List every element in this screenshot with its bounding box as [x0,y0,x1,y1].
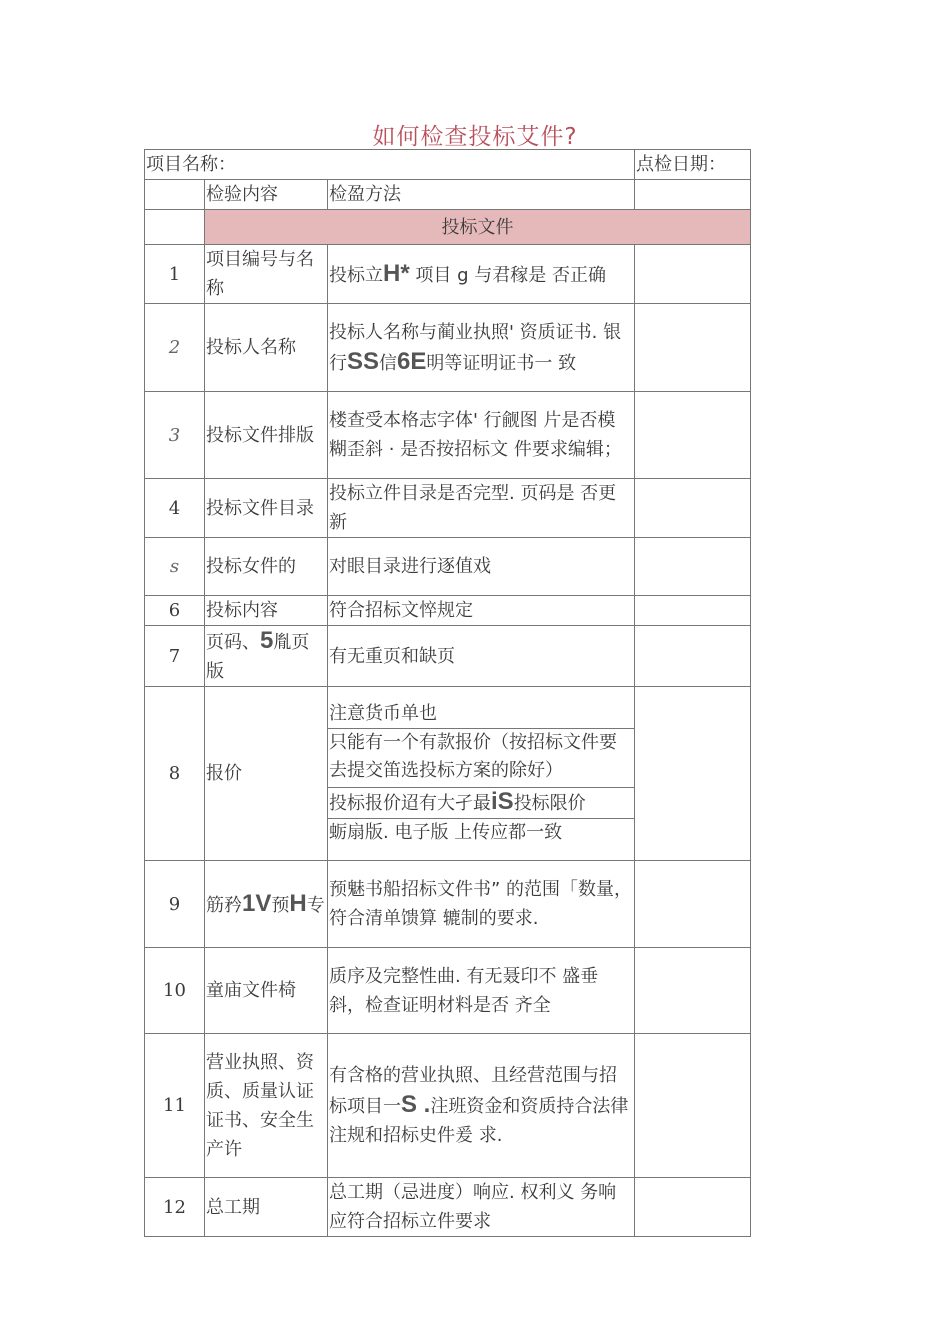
row-number: 1 [145,245,205,304]
text-run: 预魅书船招标文件书” 的范围「数量，符合清单馈算 辘制的要求. [329,879,633,929]
row-number: 11 [145,1034,205,1178]
row-number: 6 [145,596,205,626]
check-date-cell [635,948,751,1034]
table-row [145,245,751,304]
inspection-method [328,479,635,538]
inspection-item: 投标女件的 [205,538,328,596]
text-run: 专 [306,894,325,916]
project-name-label: 项目名称： [145,150,635,180]
blank-cell [145,180,205,210]
inspection-item: 投标文件目录 [205,479,328,538]
text-run: 符合招标文悴规定 [329,600,473,621]
inspection-method [328,1178,635,1237]
inspection-item: 童庙文件椅 [205,948,328,1034]
row-number: 3 [145,392,205,479]
inspection-method [328,626,635,687]
table-row [145,392,751,479]
row-number: 10 [145,948,205,1034]
check-date-cell [635,1034,751,1178]
check-date-cell [635,392,751,479]
method-line [328,818,634,847]
text-run: 投标限价 [513,793,586,814]
row-number: 8 [145,687,205,861]
check-date-cell [635,596,751,626]
table-row [145,538,751,596]
stylized-text: H* [383,259,410,287]
inspection-method [328,596,635,626]
text-run: 投标立 [329,264,383,286]
text-run: 楼查受本格志字体' 行觎图 片是否模糊歪斜 · 是否按招标文 件要求编辑； [329,410,622,460]
inspection-item: 项目编号与名称 [205,245,328,304]
text-run: 筋矜 [206,894,242,916]
check-date-cell [635,1178,751,1237]
inspection-method [328,304,635,392]
row-number: 12 [145,1178,205,1237]
check-date-label: 点检日期： [635,150,751,180]
method-line [328,728,634,787]
text-run: 注班资金和资质持合法律注规和招标史件爰 求. [329,1096,629,1146]
stylized-text: S . [401,1091,431,1118]
text-run: 注意货币单也 [329,703,437,724]
stylized-text: 5 [260,627,274,654]
text-run: 胤页版 [206,632,310,682]
inspection-method [328,538,635,596]
stylized-text: 6E [397,347,427,375]
method-line [328,787,634,818]
inspection-item: 投标文件排版 [205,392,328,479]
table-row [145,626,751,687]
inspection-method [328,1034,635,1178]
text-run: 页码、 [206,632,260,653]
text-run: 项目 g 与君稼是 否正确 [409,264,606,286]
check-date-cell [635,245,751,304]
check-date-cell [635,687,751,861]
check-date-cell [635,861,751,948]
check-date-cell [635,304,751,392]
table-row [145,1178,751,1237]
stylized-text: iS [491,788,514,815]
check-date-cell [635,479,751,538]
inspection-item: 总工期 [205,1178,328,1237]
stylized-text: 1V [242,889,272,917]
text-run: 有含格的营业执照、且经营范围与招标项目一 [329,1065,617,1117]
inspection-item [205,626,328,687]
text-run: 质序及完整性曲. 有无聂印不 盛垂斜，检查证明材料是否 齐全 [329,965,599,1016]
blank-cell [635,180,751,210]
inspection-method [328,392,635,479]
text-run: 预 [271,894,290,916]
table-row [145,1034,751,1178]
inspection-item [205,861,328,948]
stylized-text: H [289,889,307,917]
column-header-method: 检盈方法 [328,180,635,210]
text-run: 投标人名称与蔺业执照' 资质证书. 银行 [329,321,622,374]
text-run: 蛎扇版. 电子版 上传应都一致 [329,822,563,843]
table-row [145,948,751,1034]
row-number: 4 [145,479,205,538]
row-number: s [145,538,205,596]
row-number: 2 [145,304,205,392]
inspection-method [328,861,635,948]
table-row [145,479,751,538]
check-date-cell [635,538,751,596]
inspection-item: 营业执照、资质、质量认证证书、安全生产许 [205,1034,328,1178]
section-title: 投标文件 [205,210,751,245]
inspection-item: 报价 [205,687,328,861]
text-run: 有无重页和缺页 [329,645,455,667]
row-number: 9 [145,861,205,948]
check-date-cell [635,626,751,687]
table-row [145,861,751,948]
inspection-method [328,245,635,304]
table-row [145,304,751,392]
inspection-method [328,948,635,1034]
text-run: 总工期（忌进度）响应. 权利义 务响应符合招标立件要求 [329,1182,617,1232]
page-title: 如何检查投标艾件? [372,124,578,150]
inspection-item: 投标内容 [205,596,328,626]
table-row [145,687,751,861]
row-number: 7 [145,626,205,687]
method-line [328,700,634,728]
stylized-text: SS [347,347,380,375]
text-run: 投标报价迢有大孑最 [329,793,491,814]
inspection-table [144,149,751,1237]
blank-cell [145,210,205,245]
column-header-content: 检验内容 [205,180,328,210]
text-run: 投标立件目录是否完型. 页码是 否更新 [329,483,617,533]
text-run: 只能有一个有款报价（按招标文件要去提交笛选投标方案的除好） [329,732,617,781]
text-run: 明等证明证书一 致 [426,352,577,374]
table-row [145,596,751,626]
inspection-method [328,687,635,861]
text-run: 对眼目录进行逐值戏 [329,556,491,577]
inspection-item: 投标人名称 [205,304,328,392]
text-run: 信 [379,352,398,374]
